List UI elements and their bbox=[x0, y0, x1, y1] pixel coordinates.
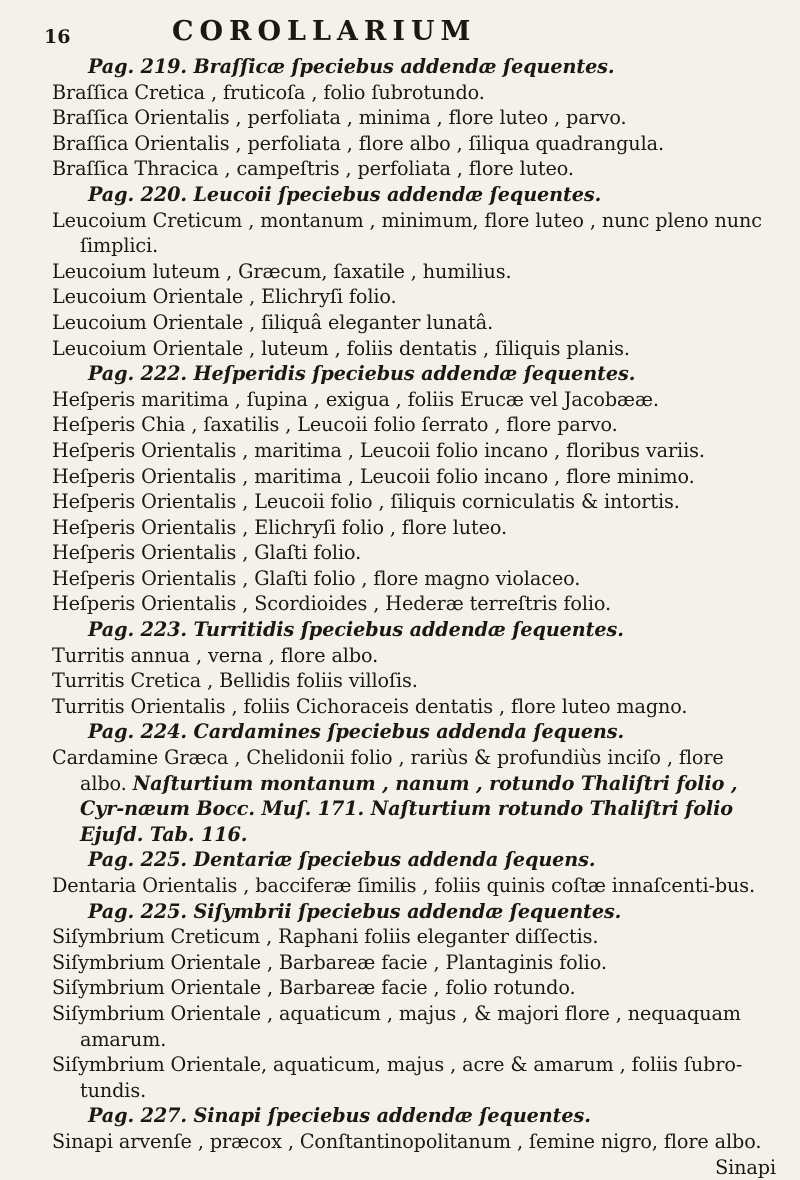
list-item: Heſperis maritima , ſupina , exigua , foliis Erucæ vel Jacobææ. bbox=[52, 387, 659, 411]
entry-text: Cardamine Græca , Chelidonii folio , rariùs & profundiùs inciſo , flore albo. bbox=[52, 746, 724, 795]
list-item: Leucoium Orientale , luteum , foliis dentatis , ſiliquis planis. bbox=[52, 336, 630, 360]
list-item: Braſſica Thracica , campeſtris , perfoliata , flore luteo. bbox=[52, 157, 574, 181]
section-heading: Pag. 219. Braſſicæ ſpeciebus addendæ ſequentes. bbox=[88, 55, 615, 78]
list-item: Siſymbrium Orientale , Barbareæ facie , folio rotundo. bbox=[52, 976, 576, 1000]
list-item: Turritis annua , verna , flore albo. bbox=[52, 643, 379, 667]
list-item: Heſperis Orientalis , Elichryſi folio , flore luteo. bbox=[52, 515, 508, 539]
list-item bbox=[52, 745, 776, 847]
list-item: Siſymbrium Creticum , Raphani foliis eleganter diſſectis. bbox=[52, 925, 599, 949]
list-item: Heſperis Orientalis , Scordioides , Hederæ terreſtris folio. bbox=[52, 592, 612, 616]
list-item: Leucoium luteum , Græcum, ſaxatile , humilius. bbox=[52, 259, 512, 283]
list-item: Turritis Orientalis , foliis Cichoraceis dentatis , flore luteo magno. bbox=[52, 694, 688, 718]
catchword: Sinapi bbox=[715, 1155, 776, 1179]
list-item: Sinapi arvenſe , præcox , Conſtantinopolitanum , ſemine nigro, flore albo. bbox=[52, 1129, 762, 1153]
section-heading: Pag. 220. Leucoii ſpeciebus addendæ ſequentes. bbox=[88, 182, 602, 206]
page-number: 16 bbox=[44, 26, 71, 48]
list-item: Leucoium Orientale , Elichryſi folio. bbox=[52, 285, 397, 309]
list-item: Heſperis Orientalis , Leucoii folio , ſiliquis corniculatis & intortis. bbox=[52, 490, 680, 514]
page-body bbox=[52, 54, 776, 1180]
list-item: Heſperis Orientalis , Glaſti folio , flore magno violaceo. bbox=[52, 566, 581, 590]
section-heading: Pag. 223. Turritidis ſpeciebus addendæ ſequentes. bbox=[88, 618, 624, 642]
list-item: Dentaria Orientalis , bacciferæ ſimilis , foliis quinis coſtæ innaſcenti-bus. bbox=[52, 874, 756, 897]
list-item: Heſperis Orientalis , maritima , Leucoii folio incano , floribus variis. bbox=[52, 438, 705, 462]
list-item: Braſſica Orientalis , perfoliata , minima , flore luteo , parvo. bbox=[52, 106, 627, 130]
list-item: Heſperis Orientalis , maritima , Leucoii folio incano , flore minimo. bbox=[52, 464, 695, 488]
list-item: Braſſica Cretica , fruticoſa , folio ſubrotundo. bbox=[52, 80, 485, 104]
list-item: Heſperis Orientalis , Glaſti folio. bbox=[52, 541, 362, 565]
list-item: Leucoium Creticum , montanum , minimum, flore luteo , nunc pleno nunc ſimplici. bbox=[52, 208, 762, 258]
list-item: Leucoium Orientale , ſiliquâ eleganter lunatâ. bbox=[52, 310, 494, 334]
section-heading: Pag. 225. Siſymbrii ſpeciebus addendæ ſequentes. bbox=[88, 899, 622, 923]
section-heading: Pag. 227. Sinapi ſpeciebus addendæ ſequentes. bbox=[88, 1104, 591, 1128]
list-item: Siſymbrium Orientale , Barbareæ facie , Plantaginis folio. bbox=[52, 950, 607, 974]
list-item: Siſymbrium Orientale , aquaticum , majus , & majori flore , nequaquam amarum. bbox=[52, 1001, 741, 1051]
page-header bbox=[44, 14, 776, 54]
section-heading: Pag. 222. Heſperidis ſpeciebus addendæ ſequentes. bbox=[88, 362, 636, 386]
running-head: COROLLARIUM bbox=[172, 16, 477, 47]
list-item: Heſperis Chia , ſaxatilis , Leucoii folio ſerrato , flore parvo. bbox=[52, 413, 618, 437]
list-item: Braſſica Orientalis , perfoliata , flore albo , ſiliqua quadrangula. bbox=[52, 131, 664, 155]
section-heading: Pag. 225. Dentariæ ſpeciebus addenda ſequens. bbox=[88, 848, 596, 872]
synonym-reference: Naſturtium montanum , nanum , rotundo Thaliſtri folio , Cyr-næum Bocc. Muſ. 171. Naſturtium rotundo Thaliſtri folio Ejuſd. Tab. 116. bbox=[80, 771, 738, 846]
list-item: Turritis Cretica , Bellidis foliis villoſis. bbox=[52, 669, 418, 693]
section-heading: Pag. 224. Cardamines ſpeciebus addenda ſequens. bbox=[88, 720, 625, 744]
list-item: Siſymbrium Orientale, aquaticum, majus , acre & amarum , foliis ſubro-tundis. bbox=[52, 1053, 743, 1102]
book-page bbox=[44, 14, 776, 1180]
